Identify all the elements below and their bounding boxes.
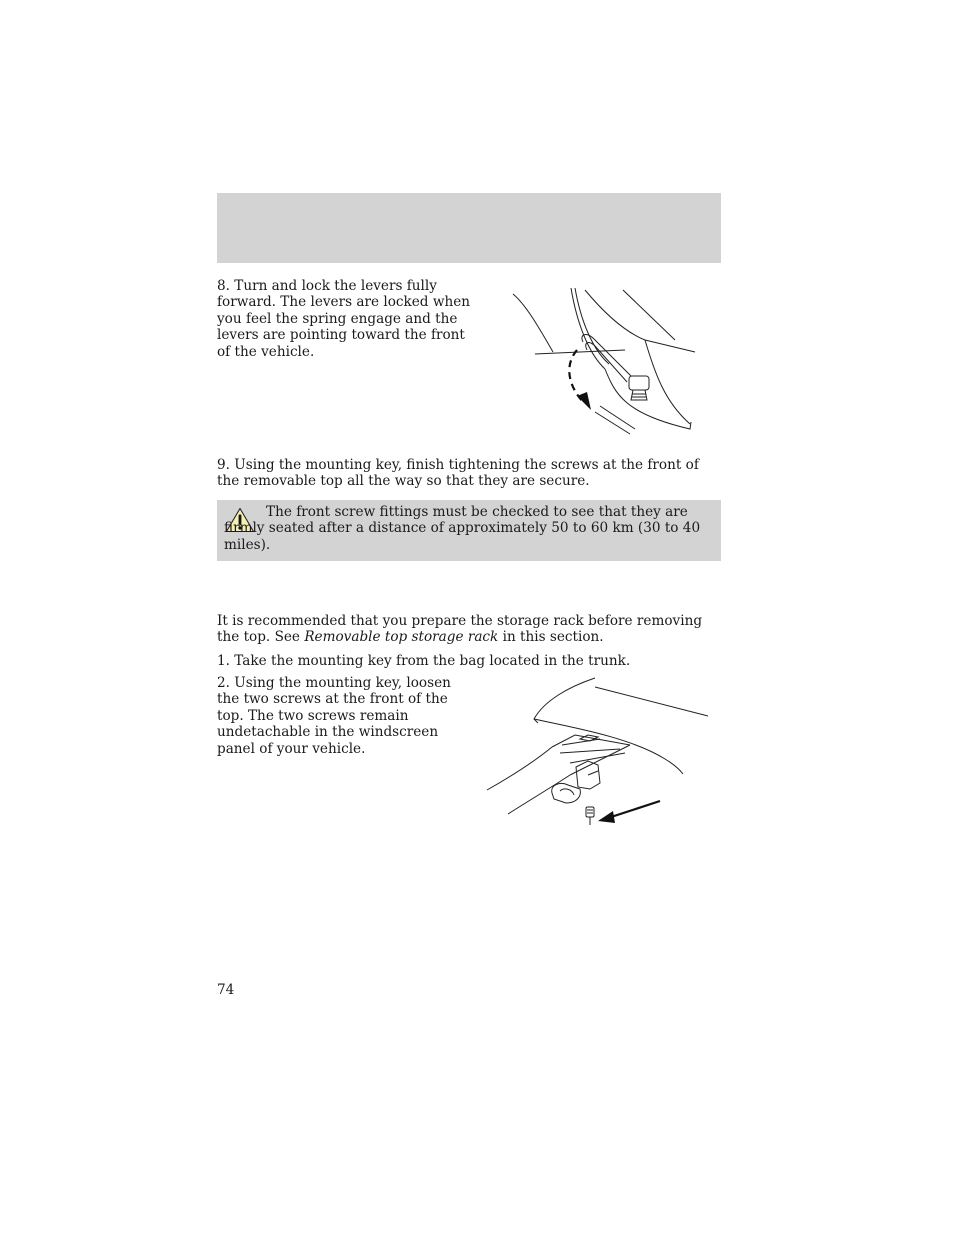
warning-box <box>217 500 721 561</box>
intro-paragraph <box>217 613 717 646</box>
intro-text-start: It is recommended that you prepare the storage rack before removing the top. See <box>217 613 703 646</box>
step-2-text: 2. Using the mounting key, loosen the two screws at the front of the top. The two screws remain undetachable in the windscreen panel of your vehicle. <box>217 675 451 757</box>
intro-text-end: in this section. <box>498 629 604 646</box>
page-number: 74 <box>217 982 235 998</box>
step-8-text: 8. Turn and lock the levers fully forward. The levers are locked when you feel the spring engage and the levers are pointing toward the front of the vehicle. <box>217 278 471 360</box>
lever-illustration <box>505 284 705 444</box>
header-band <box>217 193 721 263</box>
step-1-text: 1. Take the mounting key from the bag located in the trunk. <box>217 653 631 669</box>
step-9-text: 9. Using the mounting key, finish tightening the screws at the front of the removable top all the way so that they are secure. <box>217 457 699 490</box>
screw-illustration <box>480 675 715 835</box>
warning-text: The front screw fittings must be checked to see that they are firmly seated after a distance of approximately 50 to 60 km (30 to 40 miles). <box>224 504 701 553</box>
storage-rack-reference: Removable top storage rack <box>304 629 499 646</box>
